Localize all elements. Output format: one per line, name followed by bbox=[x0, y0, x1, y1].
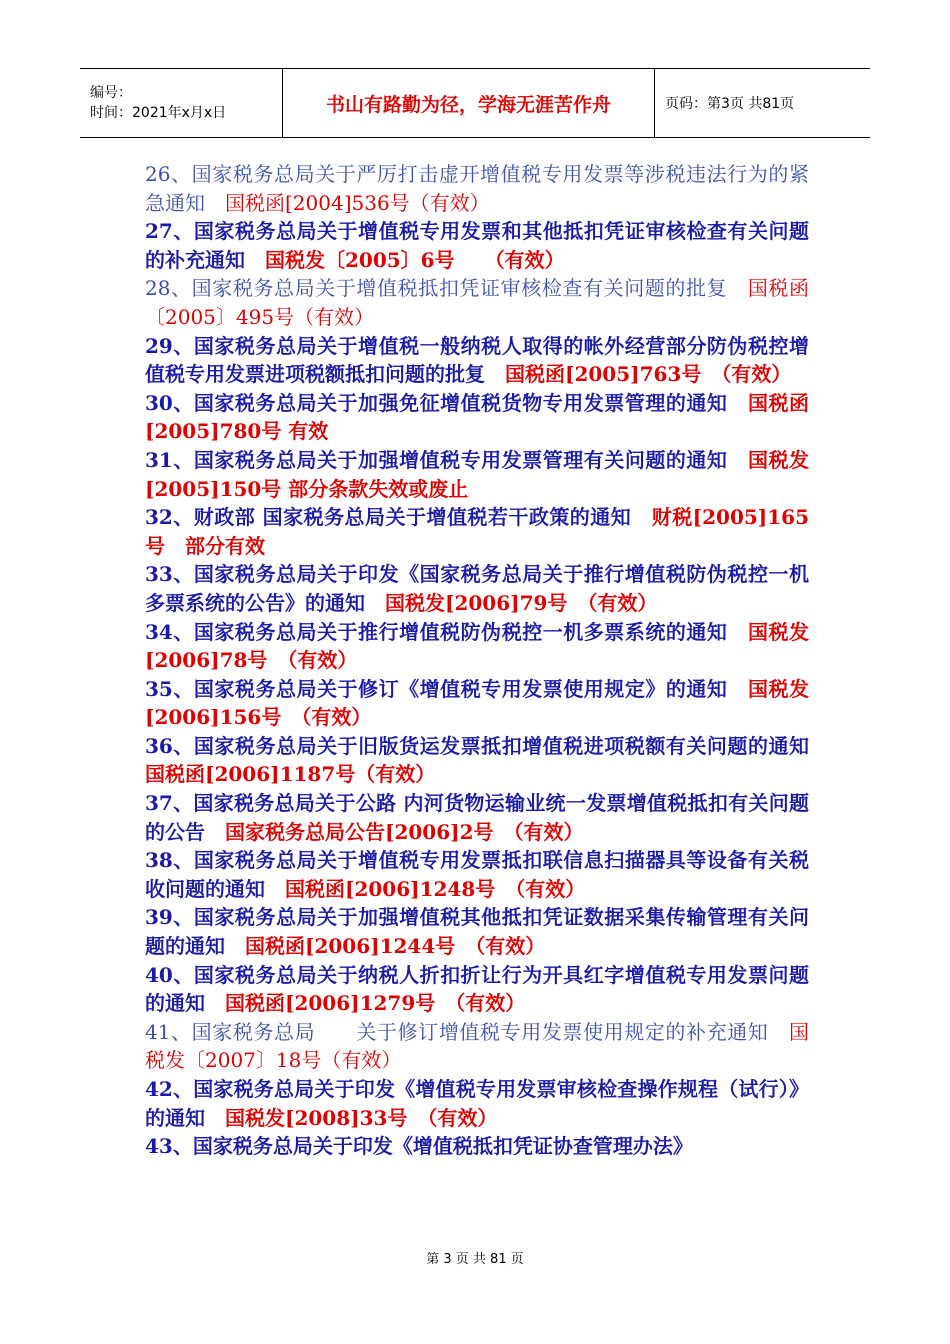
regulation-reference: 财税[2005]165号 部分有效 bbox=[145, 505, 810, 558]
regulation-title: 40、国家税务总局关于纳税人折扣折让行为开具红字增值税专用发票问题的通知 bbox=[145, 962, 809, 1016]
header-motto: 书山有路勤为径，学海无涯苦作舟 bbox=[325, 93, 611, 116]
regulation-entry bbox=[145, 732, 809, 789]
regulation-title: 35、国家税务总局关于修订《增值税专用发票使用规定》的通知 bbox=[145, 676, 728, 701]
regulation-title: 42、国家税务总局关于印发《增值税专用发票审核检查操作规程（试行）》的通知 bbox=[145, 1077, 809, 1130]
regulation-reference: 国税函[2006]1248号 （有效） bbox=[285, 876, 586, 901]
regulation-reference: 国税函〔2005〕495号（有效） bbox=[145, 276, 810, 329]
regulation-title: 37、国家税务总局关于公路 内河货物运输业统一发票增值税抵扣有关问题的公告 bbox=[145, 791, 809, 844]
regulation-title: 41、国家税务总局 关于修订增值税专用发票使用规定的补充通知 bbox=[145, 1019, 769, 1044]
regulation-entry bbox=[145, 789, 809, 846]
document-body bbox=[145, 160, 809, 1161]
regulation-entry bbox=[145, 1132, 809, 1161]
regulation-entry bbox=[145, 332, 809, 389]
regulation-title: 27、国家税务总局关于增值税专用发票和其他抵扣凭证审核检查有关问题的补充通知 bbox=[145, 219, 809, 272]
header-page-number: 页码：第3页 共81页 bbox=[665, 96, 795, 112]
regulation-title: 34、国家税务总局关于推行增值税防伪税控一机多票系统的通知 bbox=[145, 619, 728, 644]
regulation-reference: 国税函[2006]1279号 （有效） bbox=[225, 991, 526, 1016]
regulation-title: 30、国家税务总局关于加强免征增值税货物专用发票管理的通知 bbox=[145, 390, 728, 415]
regulation-reference: 国税函[2005]763号 （有效） bbox=[505, 362, 792, 387]
regulation-title: 39、国家税务总局关于加强增值税其他抵扣凭证数据采集传输管理有关问题的通知 bbox=[145, 905, 809, 959]
document-number-label: 编号： bbox=[90, 85, 132, 101]
regulation-reference: 国税发[2008]33号 （有效） bbox=[225, 1105, 498, 1130]
page-header bbox=[80, 68, 870, 138]
regulation-entry bbox=[145, 503, 809, 560]
regulation-entry bbox=[145, 160, 809, 217]
regulation-title: 29、国家税务总局关于增值税一般纳税人取得的帐外经营部分防伪税控增值税专用发票进项税额抵扣问题的批复 bbox=[145, 333, 809, 387]
regulation-title: 33、国家税务总局关于印发《国家税务总局关于推行增值税防伪税控一机多票系统的公告》的通知 bbox=[145, 562, 809, 615]
regulation-entry bbox=[145, 618, 809, 675]
header-motto-cell bbox=[283, 69, 655, 137]
regulation-reference: 国家税务总局公告[2006]2号 （有效） bbox=[225, 819, 584, 844]
regulation-entry bbox=[145, 903, 809, 960]
regulation-entry bbox=[145, 846, 809, 903]
regulation-title: 28、国家税务总局关于增值税抵扣凭证审核检查有关问题的批复 bbox=[145, 276, 728, 301]
regulation-title: 43、国家税务总局关于印发《增值税抵扣凭证协查管理办法》 bbox=[145, 1134, 693, 1159]
regulation-reference: 国税发[2006]79号 （有效） bbox=[385, 590, 658, 615]
regulation-title: 31、国家税务总局关于加强增值税专用发票管理有关问题的通知 bbox=[145, 447, 728, 472]
regulation-title: 26、国家税务总局关于严厉打击虚开增值税专用发票等涉税违法行为的紧急通知 bbox=[145, 162, 809, 215]
regulation-reference: 国税发〔2005〕6号 （有效） bbox=[265, 247, 565, 272]
regulation-entry bbox=[145, 389, 809, 446]
regulation-entry bbox=[145, 274, 809, 331]
regulation-entry bbox=[145, 675, 809, 732]
regulation-reference: 国税函[2004]536号（有效） bbox=[225, 190, 490, 215]
regulation-title: 36、国家税务总局关于旧版货运发票抵扣增值税进项税额有关问题的通知 bbox=[145, 733, 809, 758]
regulation-entry bbox=[145, 1075, 809, 1132]
regulation-title: 32、财政部 国家税务总局关于增值税若干政策的通知 bbox=[145, 505, 632, 530]
regulation-entry bbox=[145, 560, 809, 617]
regulation-entry bbox=[145, 217, 809, 274]
regulation-reference: 国税发[2006]156号 （有效） bbox=[145, 676, 810, 730]
regulation-entry bbox=[145, 446, 809, 503]
regulation-reference: 国税函[2006]1244号 （有效） bbox=[245, 934, 546, 959]
regulation-reference: 国税函[2005]780号 有效 bbox=[145, 390, 810, 444]
regulation-title: 38、国家税务总局关于增值税专用发票抵扣联信息扫描器具等设备有关税收问题的通知 bbox=[145, 848, 809, 901]
regulation-reference: 国税发[2005]150号 部分条款失效或废止 bbox=[145, 447, 810, 501]
regulation-entry bbox=[145, 961, 809, 1018]
regulation-reference: 国税发〔2007〕18号（有效） bbox=[145, 1019, 810, 1073]
regulation-entry bbox=[145, 1018, 809, 1075]
header-meta bbox=[80, 69, 283, 137]
header-page-cell bbox=[655, 69, 870, 137]
page-footer: 第 3 页 共 81 页 bbox=[426, 1252, 524, 1267]
regulation-reference: 国税发[2006]78号 （有效） bbox=[145, 619, 810, 673]
regulation-reference: 国税函[2006]1187号（有效） bbox=[145, 762, 436, 787]
document-time-label: 时间：2021年x月x日 bbox=[90, 105, 227, 121]
